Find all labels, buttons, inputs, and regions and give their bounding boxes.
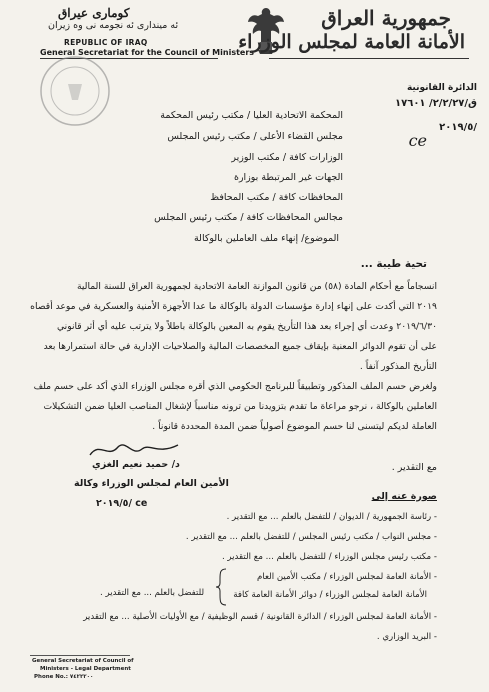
body-line: ولغرض حسم الملف المذكور وتطبيقاً للبرنامج الحكومي الذي أقره مجلس الوزراء الذي أكد على حسم ملف (33, 381, 437, 392)
signature-scribble-icon (86, 437, 182, 461)
cc-line: - الأمانة العامة لمجلس الوزراء / الدائرة القانونية / قسم الوظيفية / مع الأوليات الأصلية ... مع التقدير (83, 612, 437, 622)
letterhead-divider-right (269, 58, 469, 59)
cc-line: - مكتب رئيس مجلس الوزراء / للتفضل بالعلم ... مع التقدير . (221, 552, 437, 562)
addressee-line: مجلس القضاء الأعلى / مكتب رئيس المجلس (167, 131, 343, 142)
letterhead-kurdish-secretariat: ئه ميندارى ئه نجومه نى وه زيران (48, 20, 179, 31)
signature-date: ٢٠١٩/٥/ ce (96, 498, 148, 509)
subject-line: الموضوع/ إنهاء ملف العاملين بالوكالة (193, 233, 339, 244)
cc-line: - الأمانة العامة لمجلس الوزراء / مكتب الأمين العام (257, 572, 437, 582)
cc-grouped-note: للتفضل بالعلم ... مع التقدير . (100, 588, 205, 598)
letterhead-english-secretariat: General Secretariat for the Council of Ministers (40, 48, 255, 57)
addressee-line: الجهات غير المرتبطة بوزارة (233, 172, 343, 183)
addressee-line: الوزارات كافة / مكتب الوزير (231, 152, 343, 163)
body-line: العاملة لديكم ليتسنى لنا حسم الموضوع أصولياً ضمن المدة المحددة قانوناً . (152, 421, 437, 432)
footer-divider (30, 655, 130, 656)
body-line: على أن تقوم الدوائر المعنية بإيقاف جميع المخصصات المالية والصلاحيات الإدارية في حالة استمرارها بعد (43, 341, 437, 352)
body-line: ٢٠١٩ التي أكدت على إنهاء إدارة مؤسسات الدولة بالوكالة ما عدا الأجهزة الأمنية والعسكرية في موعد أقصاه (30, 301, 437, 312)
body-line: التأريخ المذكور آنفاً . (359, 361, 437, 372)
letterhead-kurdish-country: كومارى عيراق (58, 6, 130, 20)
reference-date: ٢٠١٩/٥/ (439, 122, 477, 133)
greeting: تحية طيبة ... (360, 258, 427, 270)
official-seal-icon (38, 54, 112, 128)
cc-line: - البريد الوزاري . (376, 632, 437, 642)
body-line: العاملين بالوكالة ، نرجو مراعاة ما تقدم بتزويدنا من ترونه مناسباً لإشغال المناصب العليا ضمن التشكيلات (43, 401, 437, 412)
cc-line: - رئاسة الجمهورية / الديوان / للتفضل بالعلم ... مع التقدير . (226, 512, 437, 522)
letterhead-arabic-secretariat: الأمانة العامة لمجلس الوزراء (238, 31, 465, 53)
cc-heading: صورة عنه إلى (371, 491, 437, 502)
body-line: ٢٠١٩/٦/٣٠ وعدت أي إجراء بعد هذا التأريخ يقوم به المعين بالوكالة باطلاً ولا يترتب عليه أي أثر قانوني (56, 321, 437, 332)
signatory-title: الأمين العام لمجلس الوزراء وكالة (74, 478, 229, 489)
footer-line-1: General Secretariat of Council of (32, 658, 134, 664)
closing-regards: مع التقدير . (391, 462, 437, 473)
department-label: الدائرة القانونية (406, 83, 477, 93)
footer-phone: Phone No.: ٧٤٢٢٢٠٠ (34, 674, 94, 680)
cc-line: - مجلس النواب / مكتب رئيس المجلس / للتفضل بالعلم ... مع التقدير . (185, 532, 437, 542)
footer-line-2: Ministers - Legal Department (40, 666, 131, 672)
reference-number: ق/٢/٢/٢٧/ ١٧٦٠١ (395, 98, 477, 109)
addressee-line: المحافظات كافة / مكتب المحافظ (210, 192, 343, 203)
reference-handwritten-day: ce (408, 131, 427, 150)
letterhead-arabic-country: جمهورية العراق (321, 6, 451, 30)
cc-line: الأمانة العامة لمجلس الوزراء / دوائر الأمانة العامة كافة (233, 590, 427, 600)
addressee-line: المحكمة الاتحادية العليا / مكتب رئيس المحكمة (160, 110, 343, 121)
addressee-line: مجالس المحافظات كافة / مكتب رئيس المجلس (154, 212, 343, 223)
letterhead-english-country: REPUBLIC OF IRAQ (64, 38, 148, 47)
signatory-name: د/ حميد نعيم الغزي (92, 459, 180, 470)
body-line: انسجاماً مع أحكام المادة (٥٨) من قانون الموازنة العامة الاتحادية لجمهورية العراق للسنة المالية (76, 281, 437, 292)
grouping-brace-icon (214, 567, 228, 607)
